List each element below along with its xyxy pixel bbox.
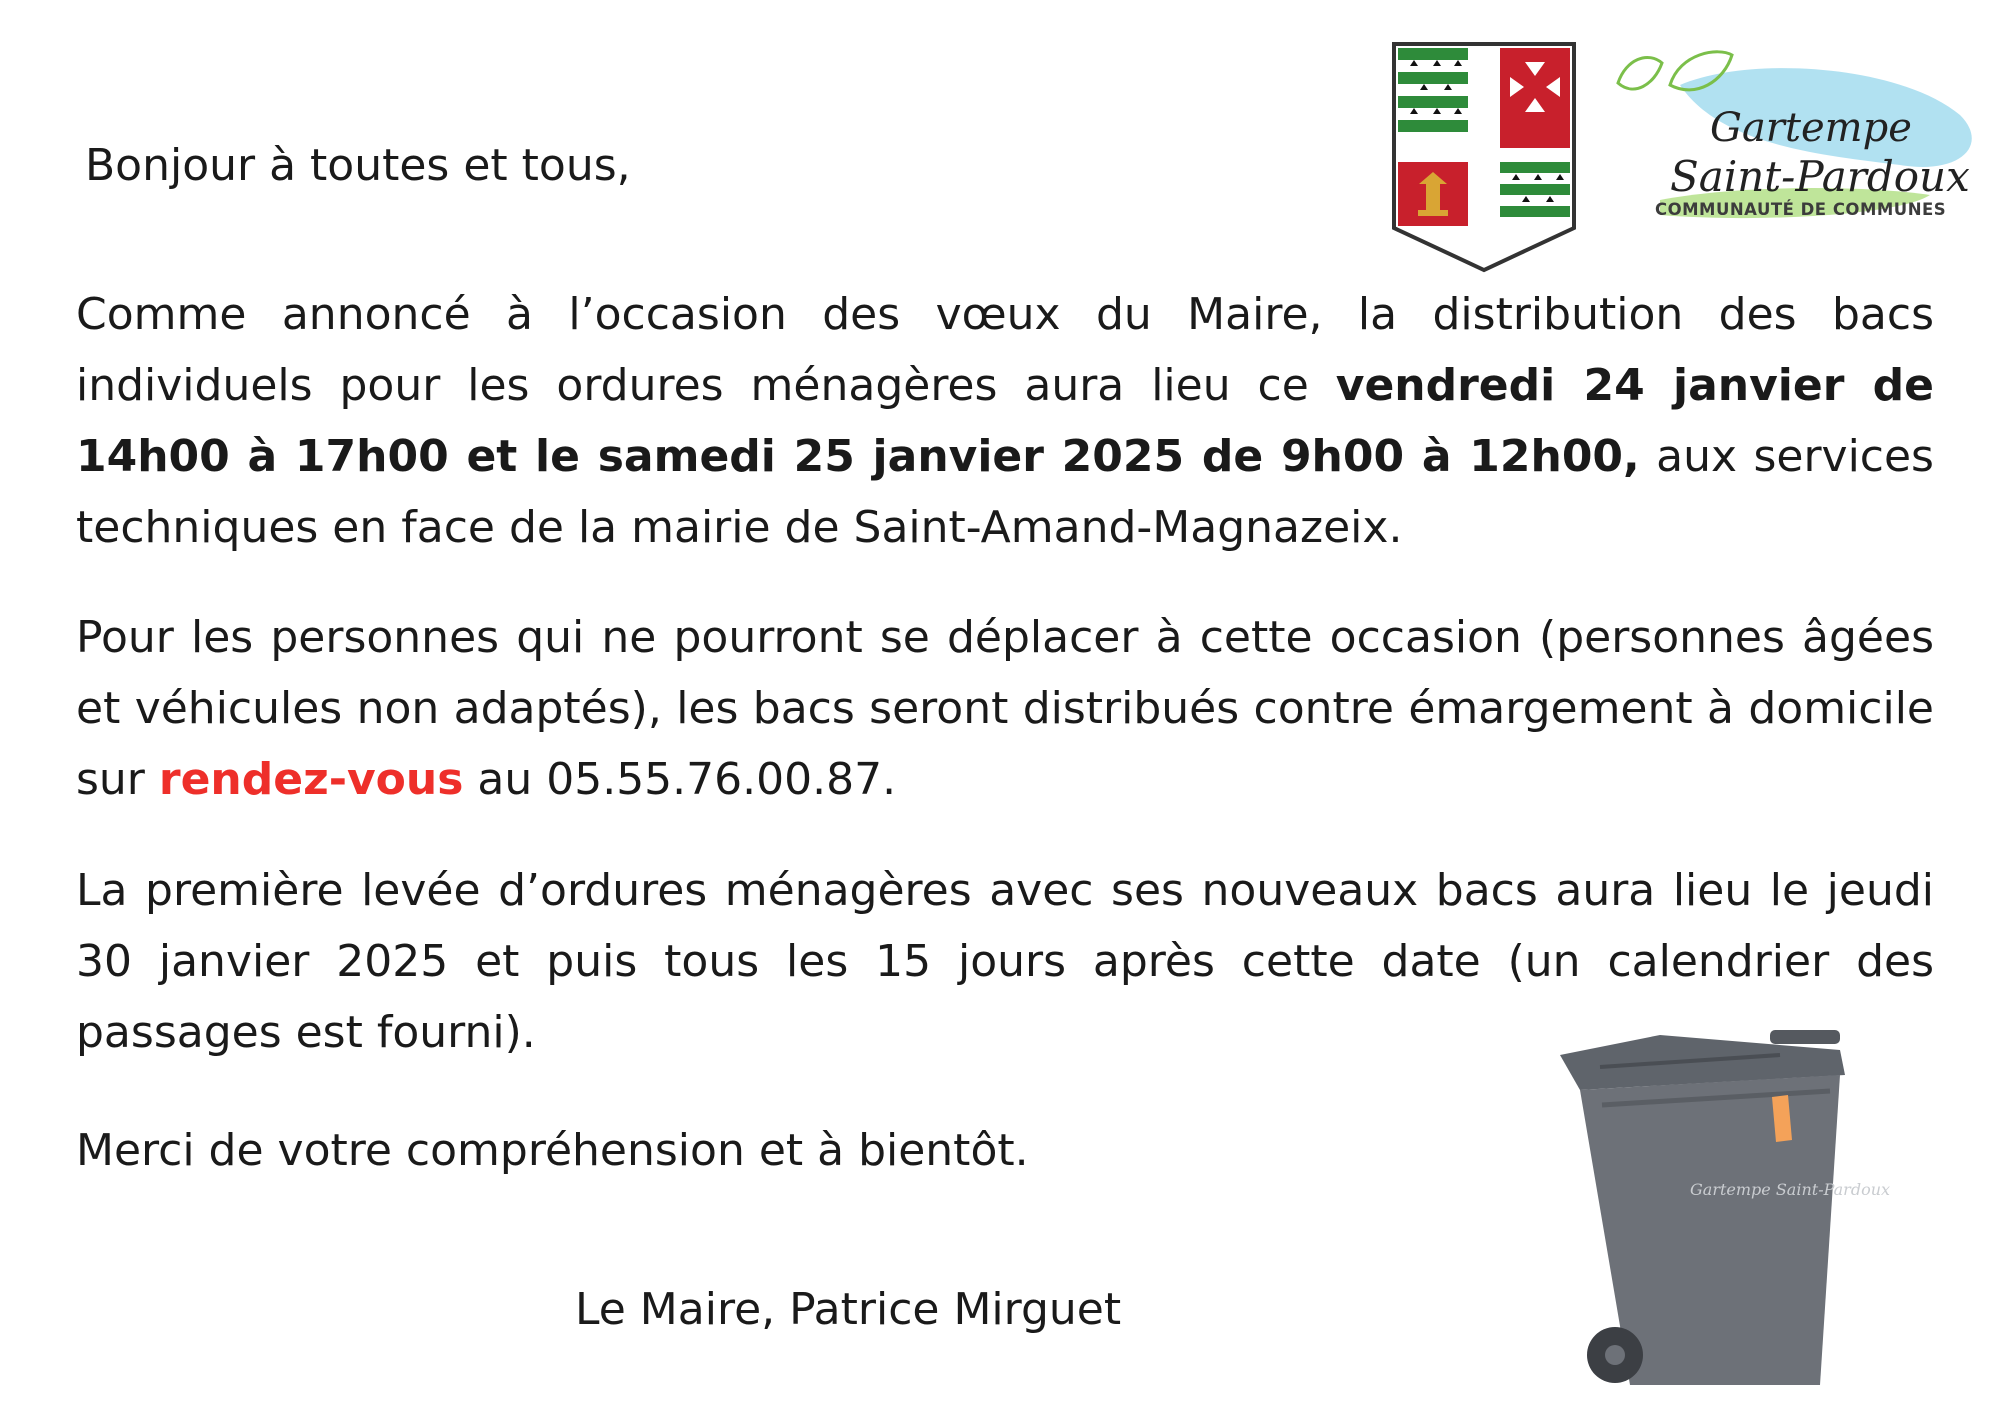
cc-name-line2: Saint-Pardoux [1670, 152, 1970, 201]
cc-name-line1: Gartempe [1710, 105, 1912, 151]
distribution-intro: Comme annoncé à l’occasion des vœux du Maire, la distribution des bacs individuels pour les ordures ménagères aura lieu ce [76, 289, 1934, 411]
closing-line: Merci de votre compréhension et à bientôt. [76, 1125, 1029, 1176]
cc-subtitle: COMMUNAUTÉ DE COMMUNES [1655, 200, 1947, 219]
home-delivery-intro: Pour les personnes qui ne pourront se déplacer à cette occasion (personnes âgées et véhicules non adaptés), les bacs seront distribués contre émargement à domicile sur [76, 612, 1934, 805]
bin-logo-text: Gartempe Saint-Pardoux [1690, 1180, 1891, 1199]
municipal-coat-of-arms [1388, 38, 1580, 276]
paragraph-home-delivery [76, 602, 1934, 815]
phone-number: au 05.55.76.00.87. [463, 754, 897, 805]
paragraph-distribution [76, 279, 1934, 563]
paragraph-first-collection: La première levée d’ordures ménagères avec ses nouveaux bacs aura lieu le jeudi 30 janvier 2025 et puis tous les 15 jours après cette date (un calendrier des passages est fourni). [76, 865, 1934, 1058]
wheelie-bin-image [1540, 1015, 1891, 1405]
distribution-location: aux services techniques en face de la mairie de Saint-Amand-Magnazeix. [76, 431, 1934, 553]
appointment-highlight: rendez-vous [158, 754, 464, 805]
distribution-dates: vendredi 24 janvier de 14h00 à 17h00 et le samedi 25 janvier 2025 de 9h00 à 12h00, [76, 360, 1935, 482]
signature: Le Maire, Patrice Mirguet [575, 1284, 1122, 1335]
greeting: Bonjour à toutes et tous, [85, 140, 631, 191]
